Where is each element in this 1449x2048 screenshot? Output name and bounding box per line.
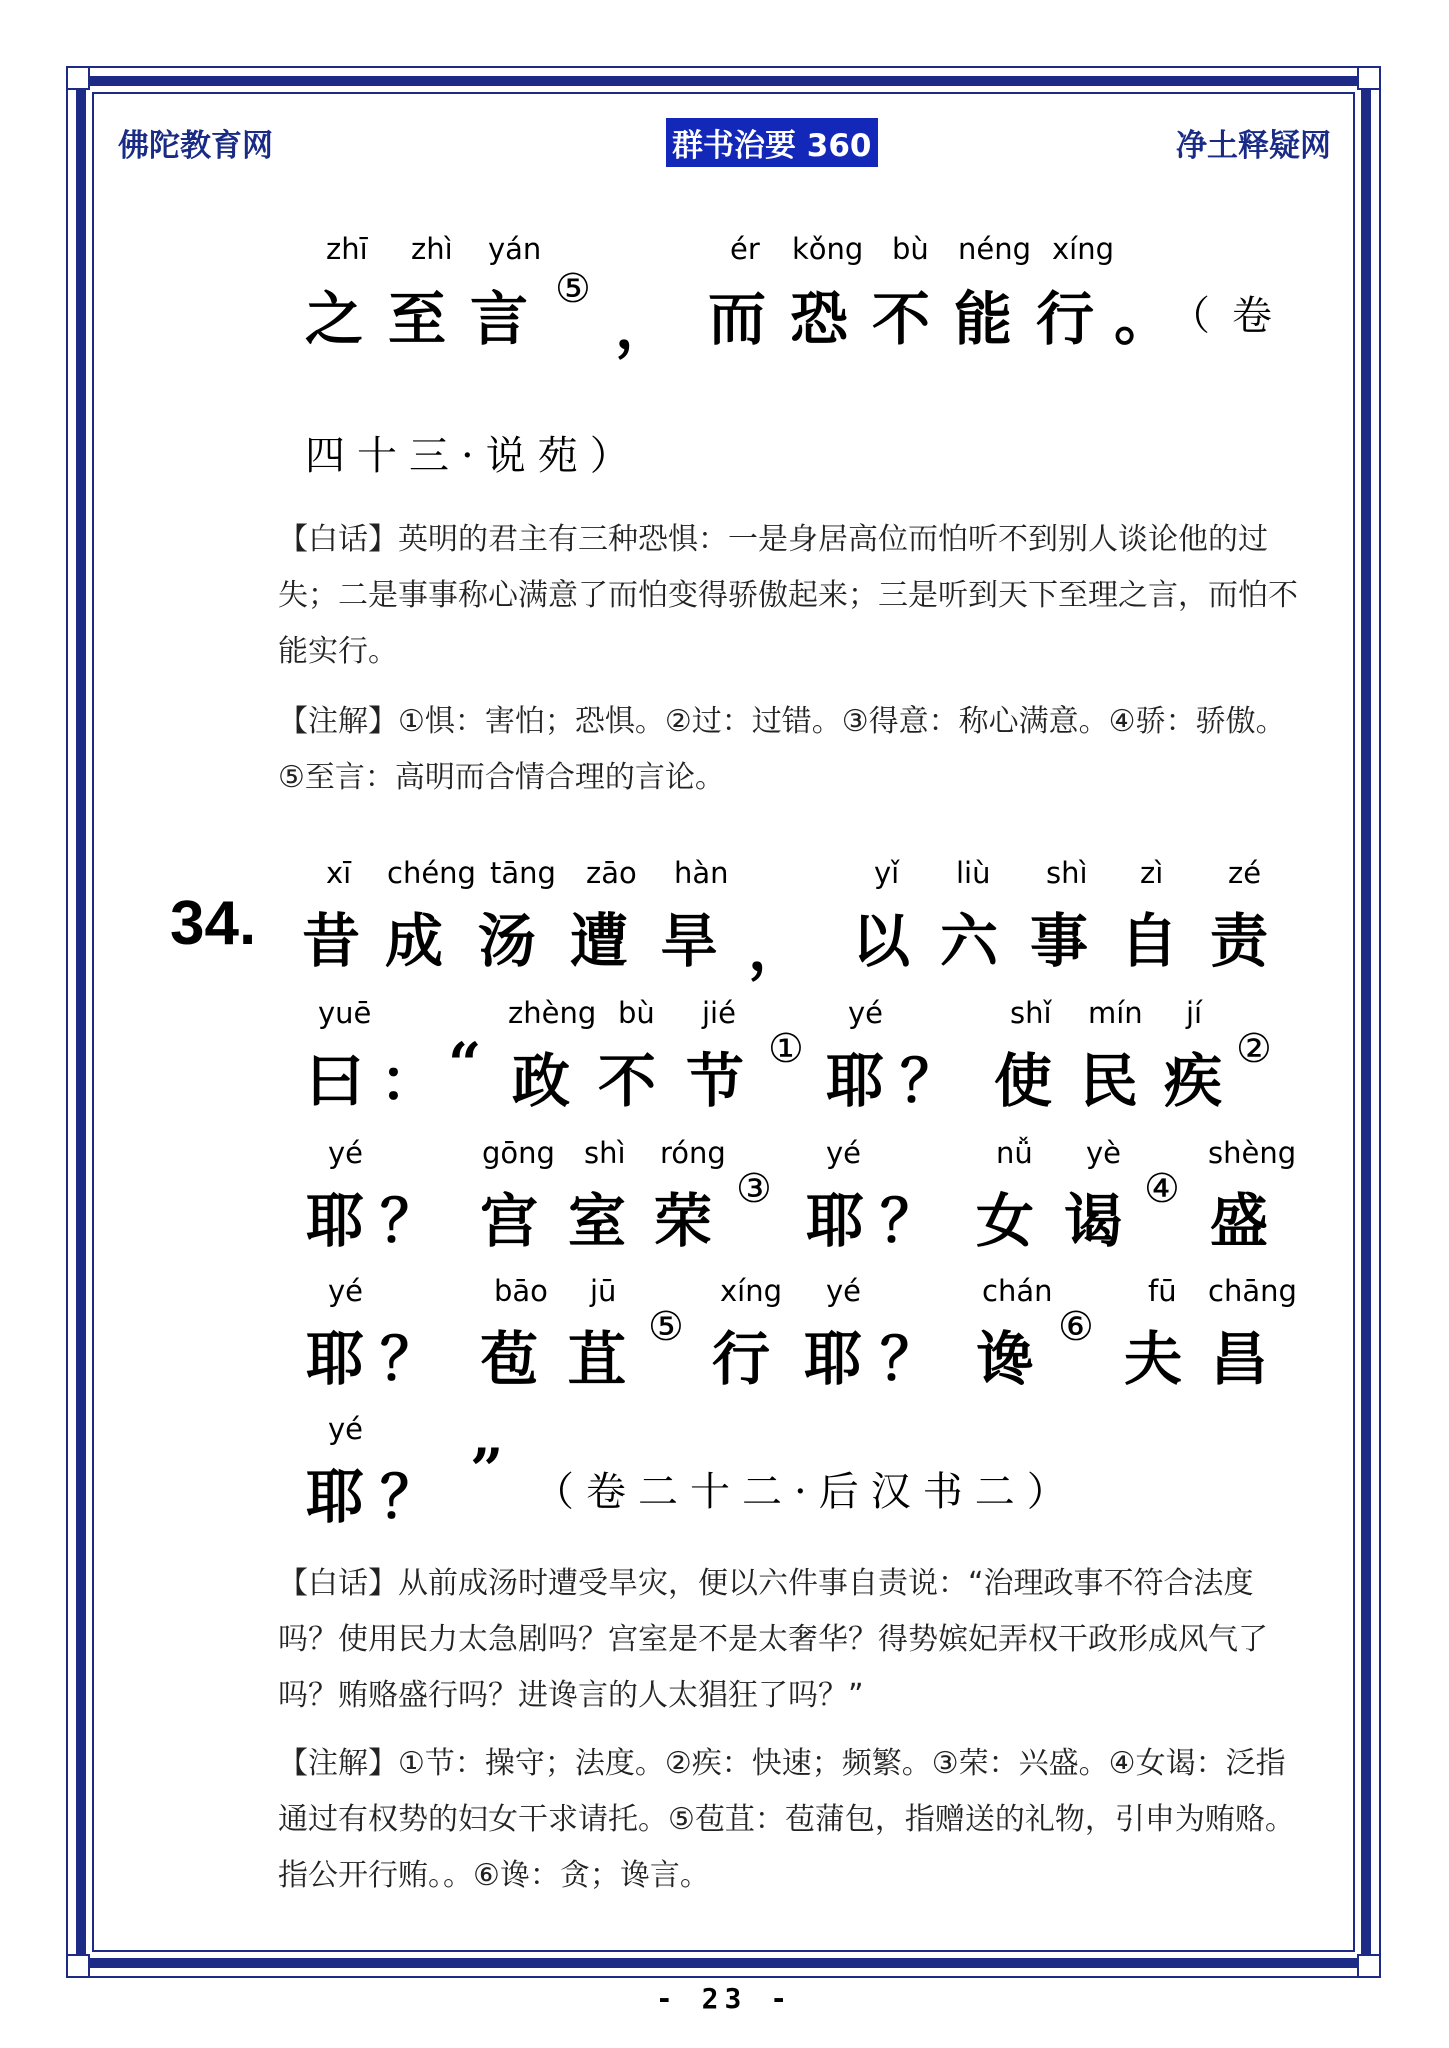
pinyin: fū	[1148, 1274, 1177, 1308]
pinyin: shèng	[1208, 1136, 1297, 1170]
text-char: 耶	[826, 1047, 885, 1115]
footnote-marker: ⑥	[1058, 1304, 1094, 1350]
text-char: 使	[994, 1047, 1053, 1115]
pinyin: gōng	[482, 1136, 555, 1170]
footnote-marker: ②	[1236, 1026, 1272, 1072]
pinyin: mín	[1088, 996, 1143, 1030]
pinyin: jū	[590, 1274, 617, 1308]
text-char: 耶	[804, 1325, 863, 1393]
pinyin: bù	[618, 996, 655, 1030]
text-char: ：	[380, 1047, 439, 1115]
pinyin: zāo	[586, 856, 637, 890]
text-char: 耶	[306, 1463, 365, 1531]
text-char: 耶	[306, 1187, 365, 1255]
pinyin: yè	[1086, 1136, 1122, 1170]
text-char: 恐	[790, 285, 849, 353]
text-char: ”	[470, 1436, 504, 1504]
border-corner	[1357, 1954, 1381, 1978]
annotation-paragraph: 【注解】①惧：害怕；恐惧。②过：过错。③得意：称心满意。④骄：骄傲。⑤至言：高明而合情合理的言论。	[278, 704, 1286, 795]
text-char: 荣	[654, 1187, 713, 1255]
text-char: 苴	[568, 1325, 627, 1393]
footnote-marker: ④	[1144, 1166, 1180, 1212]
text-char: 汤	[478, 907, 537, 975]
pinyin: tāng	[490, 856, 556, 890]
pinyin: xíng	[1052, 232, 1115, 266]
pinyin: chāng	[1208, 1274, 1297, 1308]
text-char: 行	[1036, 285, 1095, 353]
pinyin: jié	[702, 996, 736, 1030]
text-char: 节	[686, 1047, 745, 1115]
pinyin: róng	[660, 1136, 726, 1170]
text-char: ，	[748, 915, 807, 983]
pinyin: jí	[1186, 996, 1203, 1030]
text-char: 昌	[1210, 1325, 1269, 1393]
header-book-title: 群书治要 360	[666, 118, 878, 167]
pinyin: yé	[328, 1136, 364, 1170]
pinyin: yǐ	[874, 856, 900, 890]
header-left-site: 佛陀教育网	[118, 128, 273, 164]
pinyin: xī	[326, 856, 352, 890]
border-corner	[1357, 66, 1381, 90]
source-paren: （	[1170, 293, 1222, 339]
text-char: 民	[1080, 1047, 1139, 1115]
pinyin: yé	[328, 1274, 364, 1308]
pinyin: shì	[584, 1136, 626, 1170]
text-char: ？	[880, 1325, 939, 1393]
text-char: 女	[976, 1187, 1035, 1255]
text-char: 行	[712, 1325, 771, 1393]
pinyin: néng	[958, 232, 1032, 266]
pinyin: zhī	[326, 232, 368, 266]
text-char: 昔	[302, 907, 361, 975]
text-char: 苞	[480, 1325, 539, 1393]
pinyin: hàn	[674, 856, 729, 890]
pinyin: nǚ	[996, 1136, 1033, 1170]
pinyin: bù	[892, 232, 929, 266]
footnote-marker: ⑤	[648, 1304, 684, 1350]
text-char: 至	[388, 285, 447, 353]
text-char: 六	[940, 907, 999, 975]
header-right-site: 净土释疑网	[1176, 128, 1331, 164]
text-char: 耶	[306, 1325, 365, 1393]
pinyin: yé	[826, 1136, 862, 1170]
text-char: 旱	[660, 907, 719, 975]
border-corner	[66, 66, 90, 90]
text-char: 事	[1030, 907, 1089, 975]
source-citation: 四十三·说苑）	[305, 433, 642, 479]
text-char: 遭	[570, 907, 629, 975]
text-char: 室	[568, 1187, 627, 1255]
source-citation: （卷二十二·后汉书二）	[534, 1469, 1079, 1515]
pinyin: yé	[826, 1274, 862, 1308]
annotation-paragraph: 【注解】①节：操守；法度。②疾：快速；频繁。③荣：兴盛。④女谒：泛指通过有权势的妇女干求请托。⑤苞苴：苞蒲包，指赠送的礼物，引申为贿赂。指公开行贿。。⑥谗：贪；谗言。	[278, 1746, 1295, 1893]
vernacular-paragraph: 【白话】从前成汤时遭受旱灾，便以六件事自责说：“治理政事不符合法度吗？使用民力太急剧吗？宫室是不是太奢华？得势嫔妃弄权干政形成风气了吗？贿赂盛行吗？进谗言的人太猖狂了吗？”	[278, 1566, 1268, 1713]
footnote-marker: ⑤	[555, 266, 591, 312]
pinyin: shì	[1046, 856, 1088, 890]
text-char: 曰	[306, 1047, 365, 1115]
text-char: ？	[900, 1047, 959, 1115]
source-char: 卷	[1232, 293, 1284, 339]
pinyin: chéng	[387, 856, 476, 890]
item-number: 34.	[170, 889, 257, 958]
pinyin: xíng	[720, 1274, 783, 1308]
text-char: 疾	[1164, 1047, 1223, 1115]
pinyin: ér	[730, 232, 760, 266]
footnote-marker: ①	[768, 1026, 804, 1072]
text-char: 夫	[1124, 1325, 1183, 1393]
text-char: 耶	[806, 1187, 865, 1255]
pinyin: yé	[848, 996, 884, 1030]
text-char: 谗	[976, 1325, 1035, 1393]
pinyin: zhèng	[508, 996, 597, 1030]
page-number: - 23 -	[655, 1982, 794, 2015]
text-char: 责	[1210, 907, 1269, 975]
border-corner	[66, 1954, 90, 1978]
text-char: 宫	[480, 1187, 539, 1255]
pinyin: yán	[488, 232, 542, 266]
footnote-marker: ③	[736, 1166, 772, 1212]
pinyin: yé	[328, 1412, 364, 1446]
text-char: 盛	[1210, 1187, 1269, 1255]
pinyin: zhì	[411, 232, 453, 266]
text-char: ？	[380, 1325, 439, 1393]
pinyin: chán	[982, 1274, 1053, 1308]
text-char: ？	[380, 1187, 439, 1255]
text-char: 之	[305, 285, 364, 353]
pinyin: bāo	[494, 1274, 548, 1308]
text-char: ？	[380, 1463, 439, 1531]
text-char: 而	[708, 285, 767, 353]
text-char: 。	[1114, 285, 1173, 353]
pinyin: yuē	[318, 996, 372, 1030]
text-char: 成	[385, 907, 444, 975]
pinyin: zé	[1228, 856, 1262, 890]
pinyin: liù	[956, 856, 991, 890]
pinyin: shǐ	[1010, 996, 1052, 1030]
text-char: 以	[852, 907, 911, 975]
text-char: 不	[872, 285, 931, 353]
vernacular-paragraph: 【白话】英明的君主有三种恐惧：一是身居高位而怕听不到别人谈论他的过失；二是事事称心满意了而怕变得骄傲起来；三是听到天下至理之言，而怕不能实行。	[278, 522, 1298, 669]
text-char: 不	[598, 1047, 657, 1115]
text-char: 政	[512, 1047, 571, 1115]
text-char: 自	[1120, 907, 1179, 975]
text-char: ，	[615, 293, 674, 361]
pinyin: zì	[1140, 856, 1164, 890]
text-char: ？	[880, 1187, 939, 1255]
text-char: 谒	[1064, 1187, 1123, 1255]
text-char: 言	[470, 285, 529, 353]
text-char: “	[448, 1030, 482, 1098]
pinyin: kǒng	[792, 232, 864, 266]
text-char: 能	[954, 285, 1013, 353]
